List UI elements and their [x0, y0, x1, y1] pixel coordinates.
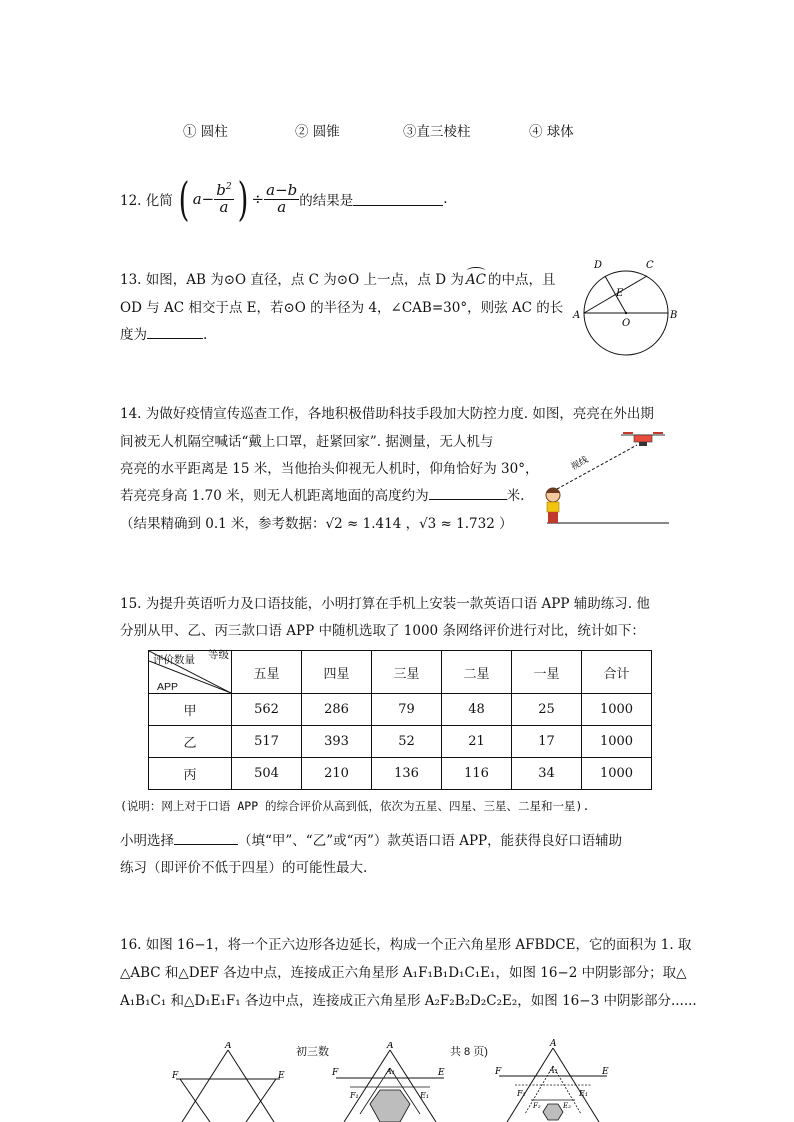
- cell: 79: [372, 694, 442, 726]
- cell: 1000: [582, 758, 652, 790]
- option-2: ② 圆锥: [295, 124, 340, 140]
- svg-text:E₂: E₂: [563, 1102, 571, 1110]
- svg-text:F: F: [172, 1071, 179, 1081]
- col-header: 三星: [372, 651, 442, 694]
- col-header: 一星: [512, 651, 582, 694]
- q12-paren-close: ): [237, 172, 248, 226]
- cell: 52: [372, 726, 442, 758]
- q12-fraction-2: [264, 180, 299, 216]
- svg-text:A: A: [387, 1042, 394, 1051]
- fig-16-1: [170, 1042, 290, 1122]
- label-o: O: [622, 318, 631, 329]
- q15-line-3: 小明选择 （填“甲”、“乙”或“丙”）款英语口语 APP，能获得良好口语辅助: [120, 833, 623, 849]
- cell: 34: [512, 758, 582, 790]
- cell: 562: [232, 694, 302, 726]
- cell: 17: [512, 726, 582, 758]
- cell: 25: [512, 694, 582, 726]
- row-name: 丙: [149, 758, 232, 790]
- q12-minus: −: [201, 190, 215, 208]
- q12-frac1-num: b: [216, 180, 226, 199]
- table-corner-cell: [149, 651, 232, 694]
- q13-line-1: 13. 如图，AB 为⊙O 直径，点 C 为⊙O 上一点，点 D 为 AC 的中点，且: [120, 268, 555, 288]
- label-d: D: [594, 260, 603, 271]
- q15-note: (说明：网上对于口语 APP 的综合评价从高到低，依次为五星、四星、三星、二星和一星).: [120, 799, 590, 813]
- q14-line-4: 若亮亮身高 1.70 米，则无人机距离地面的高度约为 米.: [120, 488, 525, 504]
- svg-text:F: F: [332, 1068, 339, 1078]
- fig-16-2: [330, 1042, 450, 1122]
- drone-icon: [621, 433, 665, 446]
- q15-answer-blank: [174, 831, 238, 845]
- q12-divide: ÷: [251, 190, 265, 208]
- col-header: 四星: [302, 651, 372, 694]
- label-b: B: [670, 310, 678, 321]
- sight-label: 视线: [569, 454, 590, 472]
- q13-line-2: OD 与 AC 相交于点 E，若⊙O 的半径为 4，∠CAB=30°，则弦 AC 的长: [120, 300, 564, 316]
- option-3: ③直三棱柱: [403, 124, 471, 140]
- corner-bottom-left: APP: [157, 681, 179, 693]
- boy-icon: [546, 488, 560, 523]
- corner-top-right: 等级: [208, 649, 229, 661]
- q16-line-3: A₁B₁C₁ 和△D₁E₁F₁ 各边中点，连接成正六角星形 A₂F₂B₂D₂C₂E₂，如图 16−3 中阴影部分......: [120, 993, 697, 1009]
- q14-line-3: 亮亮的水平距离是 15 米，当他抬头仰视无人机时，仰角恰好为 30°，: [120, 461, 539, 477]
- q12-end: .: [443, 191, 448, 207]
- q12-a: a: [192, 190, 202, 208]
- svg-text:F₂: F₂: [533, 1102, 541, 1110]
- svg-text:A: A: [550, 1039, 557, 1049]
- cell: 286: [302, 694, 372, 726]
- corner-top-left: 评价数量: [153, 654, 195, 666]
- col-header: 五星: [232, 651, 302, 694]
- svg-text:E₁: E₁: [420, 1091, 430, 1100]
- row-name: 甲: [149, 694, 232, 726]
- label-e: E: [616, 288, 624, 299]
- q14-line-5: （结果精确到 0.1 米，参考数据：√2 ≈ 1.414 ，√3 ≈ 1.732 ）: [120, 516, 513, 532]
- label-c: C: [646, 260, 654, 271]
- svg-text:F: F: [495, 1067, 502, 1077]
- q16-line-2: △ABC 和△DEF 各边中点，连接成正六角星形 A₁F₁B₁D₁C₁E₁，如图 16−2 中阴影部分；取△: [120, 965, 687, 981]
- svg-text:E: E: [278, 1071, 285, 1081]
- q12-paren-open: (: [178, 172, 190, 226]
- q12-answer-blank: [353, 192, 443, 206]
- table-row: [149, 694, 652, 726]
- row-name: 乙: [149, 726, 232, 758]
- q12-tail: 的结果是: [299, 193, 354, 209]
- svg-text:A₁: A₁: [386, 1067, 395, 1076]
- q13-line-3: 度为 .: [120, 327, 208, 343]
- cell: 1000: [582, 694, 652, 726]
- svg-text:E: E: [438, 1068, 445, 1078]
- stats-table: [148, 650, 652, 790]
- table-row: [149, 726, 652, 758]
- table-row: [149, 758, 652, 790]
- q15-line-2: 分别从甲、乙、丙三款口语 APP 中随机选取了 1000 条网络评价进行对比，统计如下：: [120, 623, 645, 639]
- option-4: ④ 球体: [529, 124, 574, 140]
- sight-line: [557, 445, 637, 489]
- q12-frac2-den: a: [277, 197, 287, 216]
- col-header: 二星: [442, 651, 512, 694]
- q14-drone-figure: [535, 425, 675, 529]
- q13-arc-ac: AC: [466, 272, 486, 288]
- svg-text:E: E: [602, 1067, 609, 1077]
- q12-frac2-num: a−b: [266, 180, 298, 199]
- cell: 21: [442, 726, 512, 758]
- q15-line-1: 15. 为提升英语听力及口语技能，小明打算在手机上安装一款英语口语 APP 辅助练习. 他: [120, 596, 650, 612]
- svg-text:F₁: F₁: [517, 1089, 526, 1098]
- col-header: 合计: [582, 651, 652, 694]
- svg-text:E₁: E₁: [579, 1089, 589, 1098]
- q14-line-1: 14. 为做好疫情宣传巡查工作，各地积极借助科技手段加大防控力度. 如图，亮亮在外出期: [120, 406, 654, 422]
- cell: 210: [302, 758, 372, 790]
- svg-text:A: A: [225, 1042, 232, 1051]
- question-12: [120, 172, 448, 226]
- cell: 504: [232, 758, 302, 790]
- fig-16-3: [495, 1036, 615, 1122]
- cell: 393: [302, 726, 372, 758]
- q12-frac1-exp: 2: [225, 181, 232, 192]
- label-a: A: [573, 310, 581, 321]
- q14-answer-blank: [429, 486, 507, 500]
- cell: 136: [372, 758, 442, 790]
- q15-line-4: 练习（即评价不低于四星）的可能性最大.: [120, 860, 368, 876]
- footer-left: 初三数: [296, 1046, 329, 1058]
- q16-line-1: 16. 如图 16−1，将一个正六边形各边延长，构成一个正六角星形 AFBDCE，它的面积为 1. 取: [120, 937, 692, 953]
- q12-frac1-den: a: [219, 197, 229, 216]
- q14-line-2: 间被无人机隔空喊话“戴上口罩，赶紧回家”. 据测量，无人机与: [120, 434, 494, 450]
- q13-circle-figure: [570, 252, 685, 357]
- cell: 1000: [582, 726, 652, 758]
- cell: 116: [442, 758, 512, 790]
- table-header-row: [149, 651, 652, 694]
- footer-right: 共 8 页): [450, 1046, 488, 1058]
- q13-answer-blank: [147, 325, 203, 339]
- option-1: ① 圆柱: [183, 124, 228, 140]
- svg-text:F₁: F₁: [350, 1091, 359, 1100]
- svg-text:A₁: A₁: [549, 1066, 558, 1075]
- q12-fraction-1: [214, 180, 233, 216]
- q12-number: 12. 化简: [120, 193, 173, 209]
- cell: 517: [232, 726, 302, 758]
- cell: 48: [442, 694, 512, 726]
